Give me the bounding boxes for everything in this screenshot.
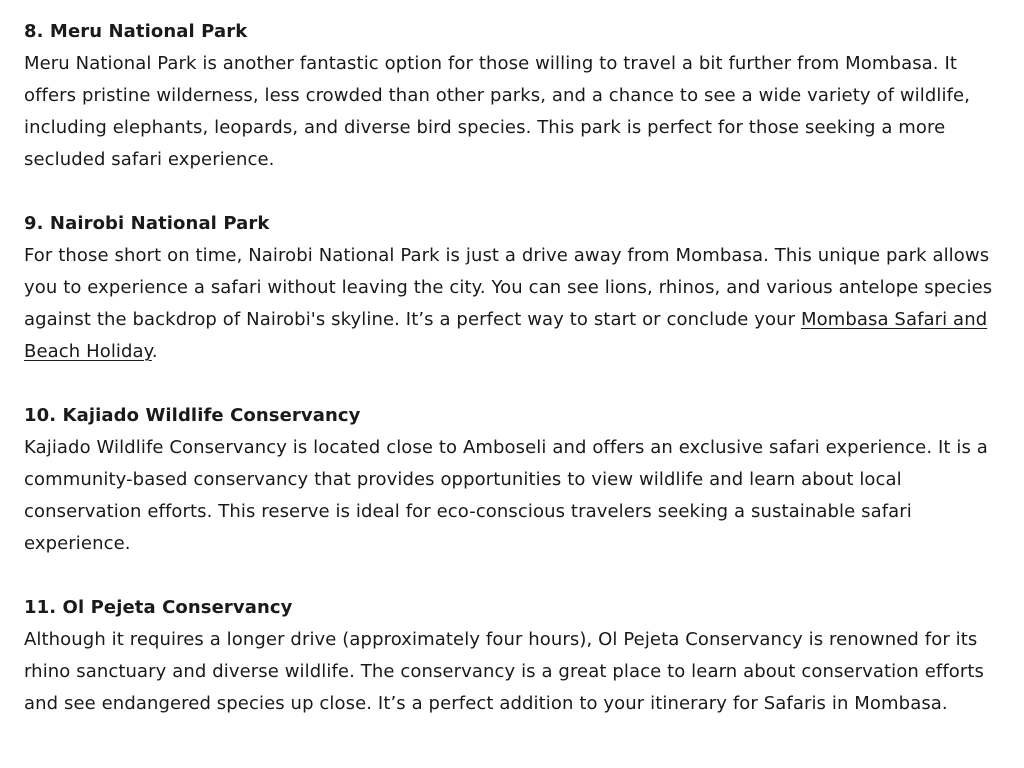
paragraph-text-end: .	[151, 341, 158, 362]
section-meru	[24, 16, 1014, 176]
paragraph-text: For those short on time, Nairobi National Park is just a drive away from Mombasa. This unique park allows you to experience a safari without leaving the city. You can see lions, rhinos, and various antelope species against the backdrop of Nairobi's skyline. It’s a perfect way to start or conclude your	[24, 245, 993, 330]
section-heading: 10. Kajiado Wildlife Conservancy	[24, 405, 361, 426]
section-ol-pejeta	[24, 592, 1014, 720]
mombasa-safari-beach-holiday-link[interactable]: Mombasa Safari and Beach Holiday	[24, 309, 988, 362]
article-content	[24, 16, 1014, 752]
section-paragraph: Although it requires a longer drive (approximately four hours), Ol Pejeta Conservancy is renowned for its rhino sanctuary and diverse wildlife. The conservancy is a great place to learn about conservation efforts and see endangered species up close. It’s a perfect addition to your itinerary for Safaris in Mombasa.	[24, 629, 985, 714]
section-paragraph	[24, 240, 1014, 368]
section-heading: 11. Ol Pejeta Conservancy	[24, 597, 293, 618]
section-kajiado	[24, 400, 1014, 560]
section-heading: 8. Meru National Park	[24, 21, 248, 42]
section-heading: 9. Nairobi National Park	[24, 213, 270, 234]
section-nairobi	[24, 208, 1014, 368]
section-paragraph: Meru National Park is another fantastic option for those willing to travel a bit further from Mombasa. It offers pristine wilderness, less crowded than other parks, and a chance to see a wide variety of wildlife, including elephants, leopards, and diverse bird species. This park is perfect for those seeking a more secluded safari experience.	[24, 53, 971, 170]
section-paragraph: Kajiado Wildlife Conservancy is located close to Amboseli and offers an exclusive safari experience. It is a community-based conservancy that provides opportunities to view wildlife and learn about local conservation efforts. This reserve is ideal for eco-conscious travelers seeking a sustainable safari experience.	[24, 437, 988, 554]
